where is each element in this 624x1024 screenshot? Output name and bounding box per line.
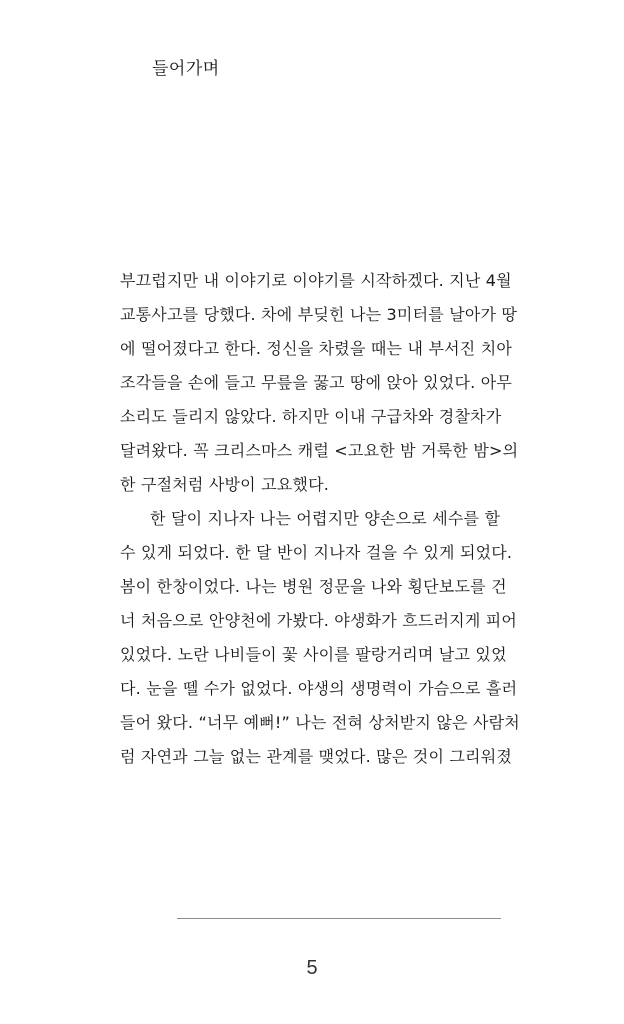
text-line: 부끄럽지만 내 이야기로 이야기를 시작하겠다. 지난 4월 bbox=[120, 271, 512, 290]
text-line: 달려왔다. 꼭 크리스마스 캐럴 <고요한 밤 거룩한 밤>의 bbox=[120, 441, 519, 460]
text-line: 에 떨어졌다고 한다. 정신을 차렸을 때는 내 부서진 치아 bbox=[120, 339, 513, 358]
text-line: 수 있게 되었다. 한 달 반이 지나자 걸을 수 있게 되었다. bbox=[120, 543, 513, 562]
text-line: 한 구절처럼 사방이 고요했다. bbox=[120, 475, 330, 494]
section-title: 들어가며 bbox=[152, 59, 220, 79]
text-line: 교통사고를 당했다. 차에 부딪힌 나는 3미터를 날아가 땅 bbox=[120, 305, 518, 324]
body-text bbox=[120, 264, 560, 774]
text-line-paragraph-start: 한 달이 지나자 나는 어렵지만 양손으로 세수를 할 bbox=[150, 509, 501, 528]
text-line: 소리도 들리지 않았다. 하지만 이내 구급차와 경찰차가 bbox=[120, 407, 502, 426]
text-line: 있었다. 노란 나비들이 꽃 사이를 팔랑거리며 날고 있었 bbox=[120, 645, 507, 664]
page-number: 5 bbox=[306, 957, 318, 979]
text-line: 들어 왔다. “너무 예뻐!” 나는 전혀 상처받지 않은 사람처 bbox=[120, 713, 520, 732]
footer-divider bbox=[177, 918, 501, 919]
text-line: 봄이 한창이었다. 나는 병원 정문을 나와 횡단보도를 건 bbox=[120, 577, 507, 596]
text-line: 다. 눈을 뗄 수가 없었다. 야생의 생명력이 가슴으로 흘러 bbox=[120, 679, 518, 698]
text-line: 럼 자연과 그늘 없는 관계를 맺었다. 많은 것이 그리워졌 bbox=[120, 747, 513, 766]
text-line: 너 처음으로 안양천에 가봤다. 야생화가 흐드러지게 피어 bbox=[120, 611, 518, 630]
text-line: 조각들을 손에 들고 무릎을 꿇고 땅에 앉아 있었다. 아무 bbox=[120, 373, 513, 392]
